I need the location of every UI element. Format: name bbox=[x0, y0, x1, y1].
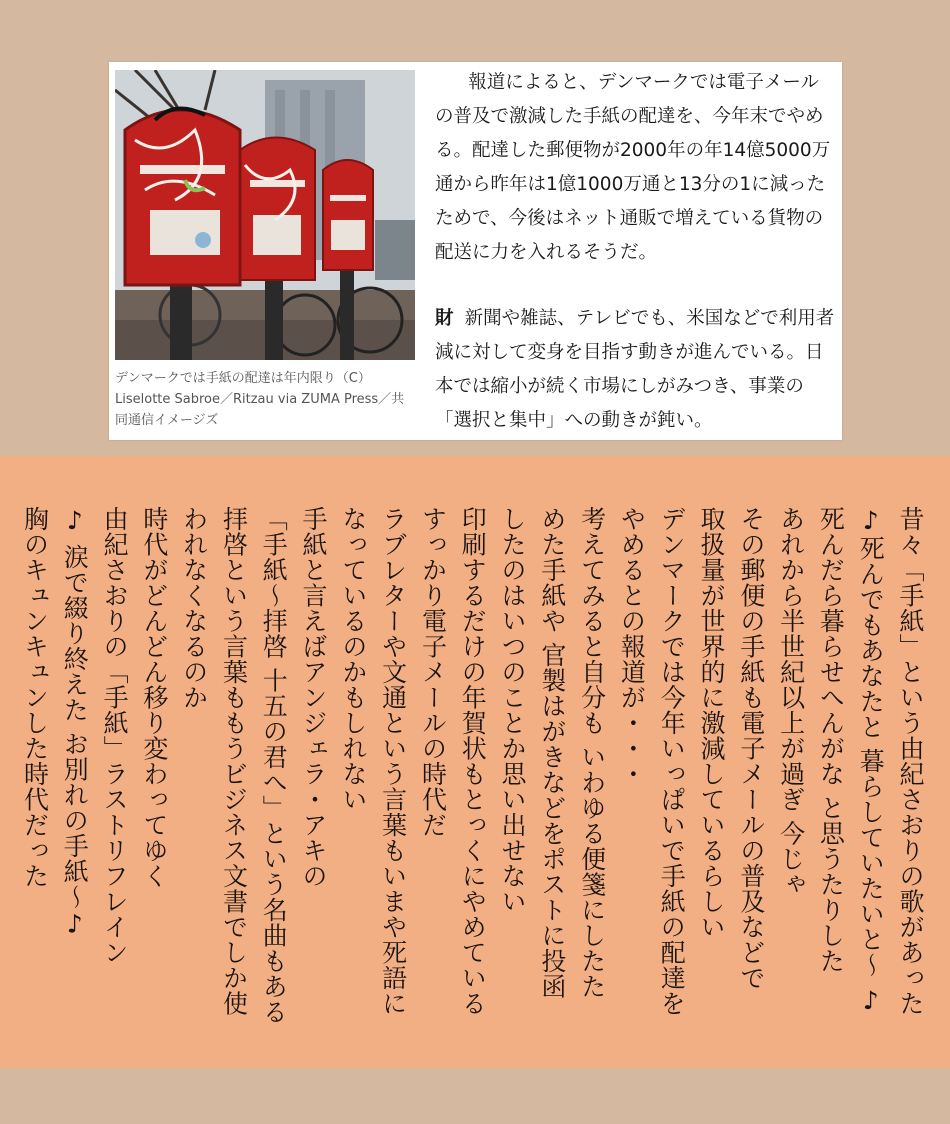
essay-line: 考えてみると自分も いわゆる便箋にしたた bbox=[577, 506, 607, 999]
essay-line: ラブレターや文通という言葉もいまや死語に bbox=[378, 506, 408, 1016]
newspaper-clipping bbox=[109, 62, 842, 440]
essay-line: 手紙と言えばアンジェラ・アキの bbox=[299, 506, 329, 889]
essay-line: すっかり電子メールの時代だ bbox=[418, 506, 448, 838]
essay-line: 由紀さおりの「手紙」ラストリフレイン bbox=[100, 506, 130, 965]
essay-line: 死んだら暮らせへんがな と思うたりした bbox=[816, 506, 846, 974]
essay-panel bbox=[0, 456, 950, 1068]
essay-line: 昔々「手紙」という由紀さおりの歌があった bbox=[896, 506, 925, 1016]
essay-line: ♪ 涙で綴り終えた お別れの手紙～♪ bbox=[60, 506, 90, 939]
mailbox-photo-illustration bbox=[115, 70, 415, 360]
essay-line: デンマークでは今年いっぱいで手紙の配達を bbox=[657, 506, 687, 1016]
article-text bbox=[435, 66, 835, 438]
essay-line: 胸のキュンキュンした時代だった bbox=[20, 506, 50, 889]
essay-line: したのはいつのことか思い出せない bbox=[498, 506, 528, 914]
essay-line: めた手紙や 官製はがきなどをポストに投函 bbox=[537, 506, 567, 999]
essay-line: あれから半世紀以上が過ぎ 今じゃ bbox=[776, 506, 806, 897]
essay-line: ♪死んでもあなたと 暮らしていたいと～ ♪ bbox=[856, 506, 886, 1016]
vertical-essay-text bbox=[15, 506, 930, 1066]
article-paragraph-1: 報道によると、デンマークでは電子メールの普及で激減した手紙の配達を、今年末でやめる。配達した郵便物が2000年の年14億5000万通から昨年は1億1000万通と13分の1に減ったためで、今後はネット通販で増えている貨物の配送に力を入れるそうだ。 bbox=[435, 72, 831, 263]
photo-red-mailboxes bbox=[115, 70, 415, 360]
essay-line: なっているのかもしれない bbox=[338, 506, 368, 812]
essay-line: 「手紙～拝啓 十五の君へ」という名曲もある bbox=[259, 506, 289, 1025]
photo-caption: デンマークでは手紙の配達は年内限り（C） Liselotte Sabroe／Ritzau via ZUMA Press／共 同通信イメージズ bbox=[115, 371, 405, 428]
article-paragraph-2 bbox=[435, 302, 835, 438]
essay-line: やめるとの報道が・・・ bbox=[617, 506, 647, 787]
paragraph-gap bbox=[435, 270, 835, 302]
essay-line: 取扱量が世界的に激減しているらしい bbox=[697, 506, 727, 940]
essay-line: 時代がどんどん移り変わってゆく bbox=[139, 506, 169, 889]
essay-line: われなくなるのか bbox=[179, 506, 209, 710]
article-paragraph-2-text: 新聞や雑誌、テレビでも、米国などで利用者減に対して変身を目指す動きが進んでいる。日本では縮小が続く市場にしがみつき、事業の「選択と集中」への動きが鈍い。 bbox=[435, 308, 835, 431]
essay-line: 印刷するだけの年賀状もとっくにやめている bbox=[458, 506, 488, 1016]
section-marker: 財 bbox=[435, 308, 454, 329]
essay-line: 拝啓という言葉ももうビジネス文書でしか使 bbox=[219, 506, 249, 1016]
essay-line: その郵便の手紙も電子メールの普及などで bbox=[736, 506, 766, 991]
bottom-band bbox=[0, 1068, 950, 1124]
